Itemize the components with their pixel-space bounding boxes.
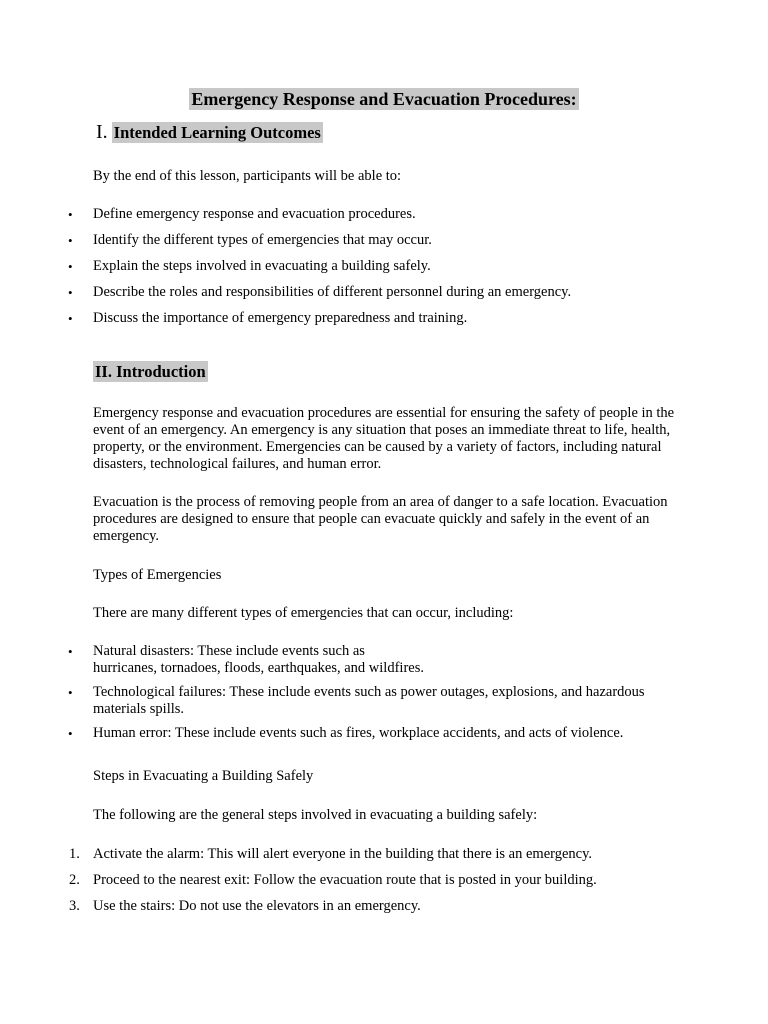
types-intro: There are many different types of emergencies that can occur, including:: [93, 605, 514, 621]
list-item: • Define emergency response and evacuation procedures.: [68, 206, 416, 222]
steps-intro: The following are the general steps involved in evacuating a building safely:: [93, 807, 538, 823]
section-heading-outcomes-text: Intended Learning Outcomes: [113, 123, 321, 142]
list-item: • Identify the different types of emergencies that may occur.: [68, 232, 432, 248]
list-item: • Explain the steps involved in evacuating a building safely.: [68, 258, 431, 274]
list-item: • Human error: These include events such as fires, workplace accidents, and acts of violence.: [68, 725, 624, 741]
step-number: 1.: [69, 846, 80, 862]
list-item: • Discuss the importance of emergency preparedness and training.: [68, 310, 468, 326]
bullet-icon: •: [68, 311, 73, 326]
bullet-icon: •: [68, 233, 73, 248]
step-number: 2.: [69, 872, 80, 888]
emergency-types-list: [0, 643, 683, 751]
section-heading-outcomes: [96, 121, 323, 144]
list-item: • Describe the roles and responsibilities of different personnel during an emergency.: [68, 284, 572, 300]
outcomes-intro: By the end of this lesson, participants will be able to:: [93, 168, 402, 184]
document-title: [0, 88, 768, 110]
bullet-icon: •: [68, 644, 73, 659]
steps-subheading: Steps in Evacuating a Building Safely: [93, 768, 314, 784]
bullet-icon: •: [68, 726, 73, 741]
intro-paragraph-1: Emergency response and evacuation procedures are essential for ensuring the safety of people in the event of an emergency. An emergency is any situation that poses an immediate threat to life, health, property, or the environment. Emergencies can be caused by a variety of factors, including natural disasters, technological failures, and human error.: [93, 405, 675, 472]
list-item: • Natural disasters: These include events such as hurricanes, tornadoes, floods, earthquakes, and wildfires.: [68, 643, 424, 676]
bullet-icon: •: [68, 207, 73, 222]
step-number: 3.: [69, 898, 80, 914]
document-title-text: Emergency Response and Evacuation Procedures:: [191, 89, 577, 109]
list-item: 3. Use the stairs: Do not use the elevators in an emergency.: [69, 898, 421, 914]
list-item: • Technological failures: These include events such as power outages, explosions, and hazardous materials spills.: [68, 684, 645, 717]
section-heading-introduction: [93, 361, 208, 383]
bullet-icon: •: [68, 685, 73, 700]
section-numeral: I.: [96, 121, 108, 143]
bullet-icon: •: [68, 259, 73, 274]
list-item: 1. Activate the alarm: This will alert everyone in the building that there is an emergency.: [69, 846, 593, 862]
section-heading-introduction-text: II. Introduction: [95, 362, 206, 381]
outcomes-list: [0, 206, 683, 336]
intro-paragraph-2: Evacuation is the process of removing people from an area of danger to a safe location. Evacuation procedures are designed to ensure that people can evacuate quickly and safely in the event of an emergency.: [93, 494, 668, 544]
types-subheading: Types of Emergencies: [93, 567, 222, 583]
list-item: 2. Proceed to the nearest exit: Follow the evacuation route that is posted in your building.: [69, 872, 597, 888]
evacuation-steps-list: [0, 846, 683, 924]
bullet-icon: •: [68, 285, 73, 300]
